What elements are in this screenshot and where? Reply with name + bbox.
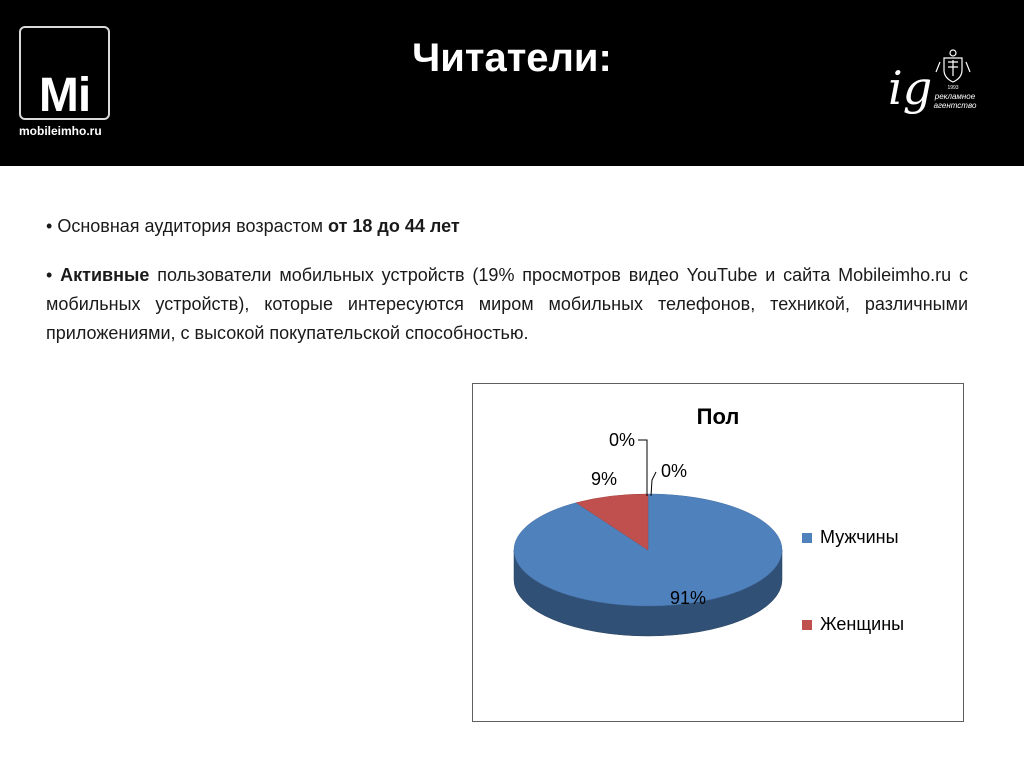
leader-line-2 bbox=[651, 472, 656, 496]
logo-site-label: mobileimho.ru bbox=[19, 124, 102, 138]
slide-header bbox=[0, 0, 1024, 166]
slide-title: Читатели: bbox=[412, 36, 612, 80]
legend-label-Женщины: Женщины bbox=[820, 614, 905, 634]
bullet-marker: • bbox=[46, 265, 53, 285]
legend-swatch-Мужчины bbox=[802, 533, 812, 543]
bullet-age-bold: от 18 до 44 лет bbox=[328, 216, 460, 236]
ig-agency-logo bbox=[876, 44, 986, 136]
ig-caption-line1: рекламное bbox=[934, 92, 976, 101]
bullet-active-bold: Активные bbox=[52, 265, 150, 285]
bullet-marker: • bbox=[46, 216, 53, 236]
mi-logo-text: Mi bbox=[38, 69, 91, 122]
legend-swatch-Женщины bbox=[802, 620, 812, 630]
leader-line-1 bbox=[638, 440, 647, 496]
data-label-zero-2: 0% bbox=[660, 461, 688, 481]
chart-title: Пол bbox=[696, 404, 740, 429]
data-label-men: 91% bbox=[669, 588, 707, 608]
gender-pie-chart bbox=[472, 383, 964, 722]
pie-chart-canvas bbox=[473, 384, 963, 721]
bullet-age-text: Основная аудитория возрастом bbox=[52, 216, 329, 236]
slide-content bbox=[46, 212, 968, 348]
data-label-zero-1: 0% bbox=[608, 430, 636, 450]
ig-year: 1993 bbox=[947, 85, 959, 91]
ig-caption-line2: агентство bbox=[933, 101, 977, 110]
data-label-women: 9% bbox=[590, 469, 618, 489]
bullet-active-text: пользователи мобильных устройств (19% просмотров видео YouTube и сайта Mobileimho.ru с мобильных устройств), которые интересуются миром мобильных телефонов, техникой, различными приложениями, с высокой покупательской способностью. bbox=[46, 265, 968, 343]
bullet-age bbox=[46, 212, 968, 241]
legend-label-Мужчины: Мужчины bbox=[820, 527, 899, 547]
ig-monogram: ig bbox=[888, 61, 933, 115]
bullet-active bbox=[46, 261, 968, 348]
crest-icon bbox=[936, 50, 970, 82]
